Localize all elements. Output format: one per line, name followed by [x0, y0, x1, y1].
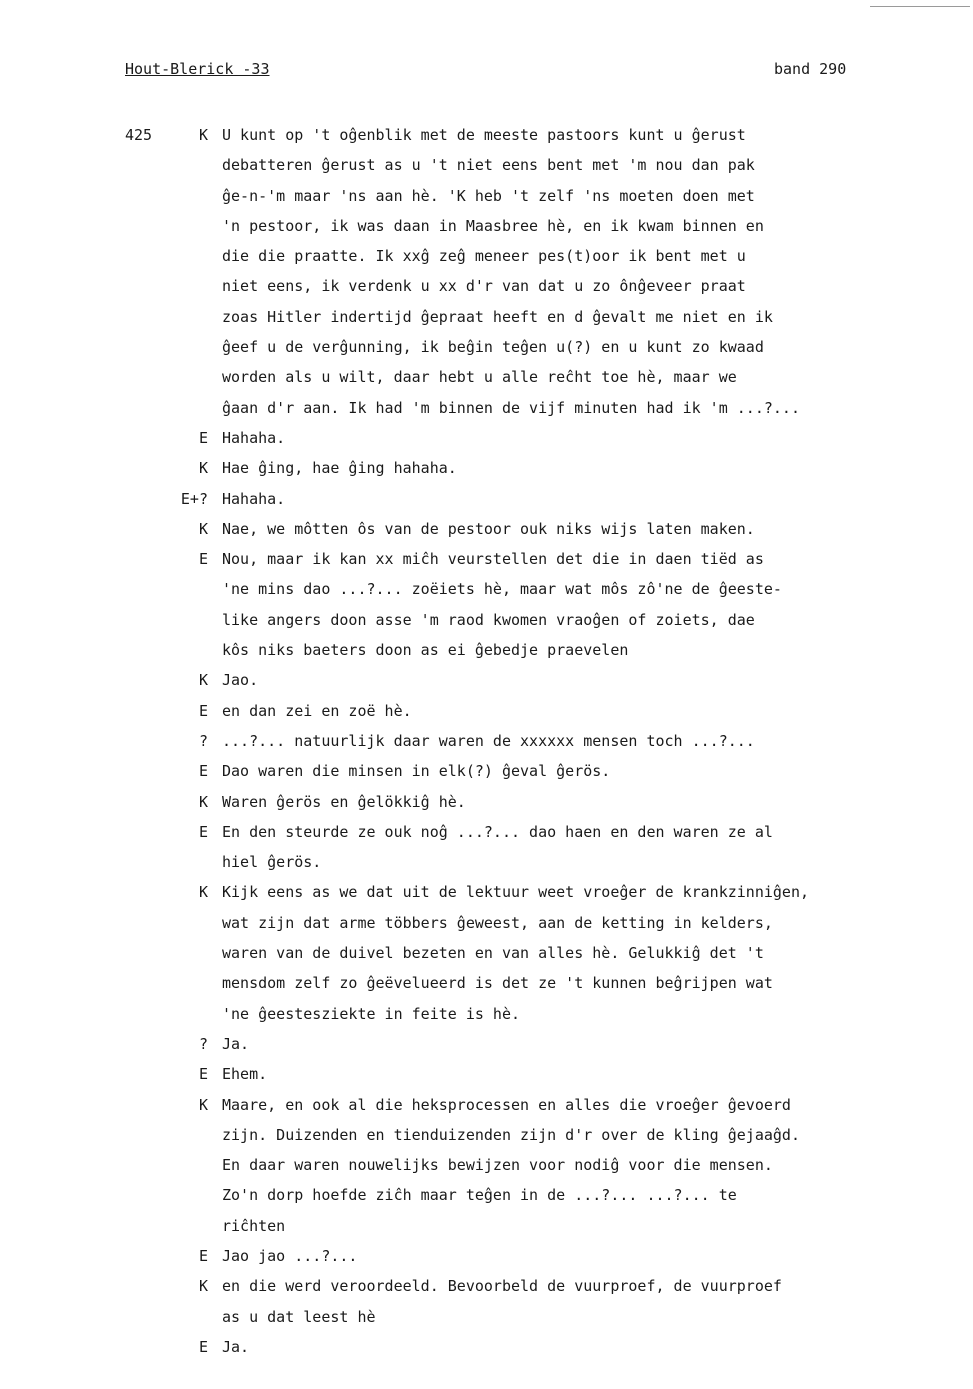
transcript-line — [0, 1241, 973, 1271]
transcript-line — [0, 817, 973, 847]
speaker-label: K — [198, 1095, 208, 1114]
utterance-text: Kijk eens as we dat uit de lektuur weet vroeĝer de krankzinniĝen, — [222, 883, 809, 902]
utterance-text: wat zijn dat arme többers ĝeweest, aan de ketting in kelders, — [222, 913, 773, 932]
transcript-line — [0, 999, 973, 1029]
transcript-line — [0, 181, 973, 211]
utterance-text: ĝe-n-'m maar 'ns aan hè. 'K heb 't zelf 'ns moeten doen met — [222, 186, 755, 205]
transcript-line — [0, 968, 973, 998]
transcript-line — [0, 908, 973, 938]
transcript-line — [0, 696, 973, 726]
speaker-label: E — [198, 762, 208, 781]
speaker-label: E — [198, 428, 208, 447]
utterance-text: hiel ĝerös. — [222, 853, 322, 872]
speaker-label: K — [198, 459, 208, 478]
utterance-text: Jao jao ...?... — [222, 1246, 358, 1265]
utterance-text: Zo'n dorp hoefde ziĉh maar teĝen in de ...?... ...?... te — [222, 1186, 737, 1205]
utterance-text: Waren ĝerös en ĝelökkiĝ hè. — [222, 792, 466, 811]
speaker-label: E — [198, 1246, 208, 1265]
utterance-text: die die praatte. Ik xxĝ zeĝ meneer pes(t)oor ik bent met u — [222, 247, 746, 266]
speaker-label: K — [198, 792, 208, 811]
utterance-text: Hahaha. — [222, 489, 286, 508]
transcript-line — [0, 332, 973, 362]
transcript-line — [0, 271, 973, 301]
line-number: 425 — [125, 126, 153, 144]
transcript-line — [0, 120, 973, 150]
transcript-line — [0, 1332, 973, 1362]
transcript-line — [0, 1090, 973, 1120]
utterance-text: riĉhten — [222, 1216, 286, 1235]
transcript-line — [0, 453, 973, 483]
speaker-label: K — [198, 519, 208, 538]
utterance-text: Hae ĝing, hae ĝing hahaha. — [222, 459, 457, 478]
speaker-label: E — [198, 1337, 208, 1356]
utterance-text: En den steurde ze ouk noĝ ...?... dao haen en den waren ze al — [222, 822, 773, 841]
utterance-text: Maare, en ook al die heksprocessen en alles die vroeĝer ĝevoerd — [222, 1095, 791, 1114]
top-edge-rule — [870, 6, 970, 7]
transcript-line — [0, 1180, 973, 1210]
speaker-label: E — [198, 550, 208, 569]
transcript-line — [0, 574, 973, 604]
transcript-line — [0, 847, 973, 877]
utterance-text: Ehem. — [222, 1065, 268, 1084]
speaker-label: K — [198, 883, 208, 902]
transcript-line — [0, 665, 973, 695]
transcript-line — [0, 635, 973, 665]
utterance-text: worden als u wilt, daar hebt u alle reĉht toe hè, maar we — [222, 368, 737, 387]
speaker-label: K — [198, 126, 208, 144]
transcript-line — [0, 514, 973, 544]
speaker-label: E — [198, 822, 208, 841]
utterance-text: Ja. — [222, 1034, 250, 1053]
utterance-text: Nou, maar ik kan xx miĉh veurstellen det die in daen tiëd as — [222, 550, 764, 569]
transcript-line — [0, 150, 973, 180]
transcript-line — [0, 1120, 973, 1150]
transcript-line — [0, 484, 973, 514]
transcript-line — [0, 1029, 973, 1059]
utterance-text: en die werd veroordeeld. Bevoorbeld de vuurproef, de vuurproef — [222, 1277, 782, 1296]
transcript-line — [0, 877, 973, 907]
utterance-text: Hahaha. — [222, 428, 286, 447]
transcript-body — [0, 120, 973, 1362]
transcript-line — [0, 544, 973, 574]
document-title: Hout-Blerick -33 — [125, 60, 270, 78]
utterance-text: 'ne ĝeestesziekte in feite is hè. — [222, 1004, 521, 1023]
utterance-text: zoas Hitler indertijd ĝepraat heeft en d ĝevalt me niet en ik — [222, 307, 773, 326]
speaker-label: K — [198, 671, 208, 690]
transcript-line — [0, 423, 973, 453]
utterance-text: debatteren ĝerust as u 't niet eens bent met 'm nou dan pak — [222, 156, 755, 175]
utterance-text: 'ne mins dao ...?... zoëiets hè, maar wat môs zô'ne de ĝeeste- — [222, 580, 782, 599]
utterance-text: Ja. — [222, 1337, 250, 1356]
utterance-text: like angers doon asse 'm raod kwomen vraoĝen of zoiets, dae — [222, 610, 755, 629]
utterance-text: zijn. Duizenden en tienduizenden zijn d'r over de kling ĝejaaĝd. — [222, 1125, 800, 1144]
speaker-label: E — [198, 701, 208, 720]
transcript-line — [0, 756, 973, 786]
transcript-line — [0, 1302, 973, 1332]
speaker-label: E+? — [180, 489, 208, 508]
transcript-line — [0, 241, 973, 271]
utterance-text: mensdom zelf zo ĝeëvelueerd is det ze 't kunnen beĝrijpen wat — [222, 974, 773, 993]
transcript-line — [0, 362, 973, 392]
utterance-text: ...?... natuurlijk daar waren de xxxxxx mensen toch ...?... — [222, 731, 755, 750]
transcript-line — [0, 1271, 973, 1301]
utterance-text: waren van de duivel bezeten en van alles hè. Gelukkiĝ det 't — [222, 944, 764, 963]
transcript-line — [0, 1059, 973, 1089]
band-number: band 290 — [774, 60, 847, 78]
utterance-text: En daar waren nouwelijks bewijzen voor nodiĝ voor die mensen. — [222, 1156, 773, 1175]
transcript-line — [0, 605, 973, 635]
utterance-text: Dao waren die minsen in elk(?) ĝeval ĝerös. — [222, 762, 611, 781]
utterance-text: kôs niks baeters doon as ei ĝebedje praevelen — [222, 641, 629, 660]
utterance-text: en dan zei en zoë hè. — [222, 701, 412, 720]
speaker-label: E — [198, 1065, 208, 1084]
utterance-text: U kunt op 't oĝenblik met de meeste pastoors kunt u ĝerust — [222, 126, 746, 144]
speaker-label: ? — [198, 731, 208, 750]
utterance-text: Nae, we môtten ôs van de pestoor ouk niks wijs laten maken. — [222, 519, 755, 538]
transcript-line — [0, 302, 973, 332]
utterance-text: ĝaan d'r aan. Ik had 'm binnen de vijf minuten had ik 'm ...?... — [222, 398, 800, 417]
transcript-line — [0, 1150, 973, 1180]
speaker-label: ? — [198, 1034, 208, 1053]
utterance-text: 'n pestoor, ik was daan in Maasbree hè, en ik kwam binnen en — [222, 216, 764, 235]
utterance-text: niet eens, ik verdenk u xx d'r van dat u zo ônĝeveer praat — [222, 277, 746, 296]
utterance-text: as u dat leest hè — [222, 1307, 376, 1326]
utterance-text: ĝeef u de verĝunning, ik beĝin teĝen u(?) en u kunt zo kwaad — [222, 338, 764, 357]
transcript-line — [0, 211, 973, 241]
transcript-line — [0, 393, 973, 423]
transcript-line — [0, 726, 973, 756]
transcript-line — [0, 1211, 973, 1241]
transcript-line — [0, 938, 973, 968]
transcript-line — [0, 787, 973, 817]
utterance-text: Jao. — [222, 671, 259, 690]
speaker-label: K — [198, 1277, 208, 1296]
